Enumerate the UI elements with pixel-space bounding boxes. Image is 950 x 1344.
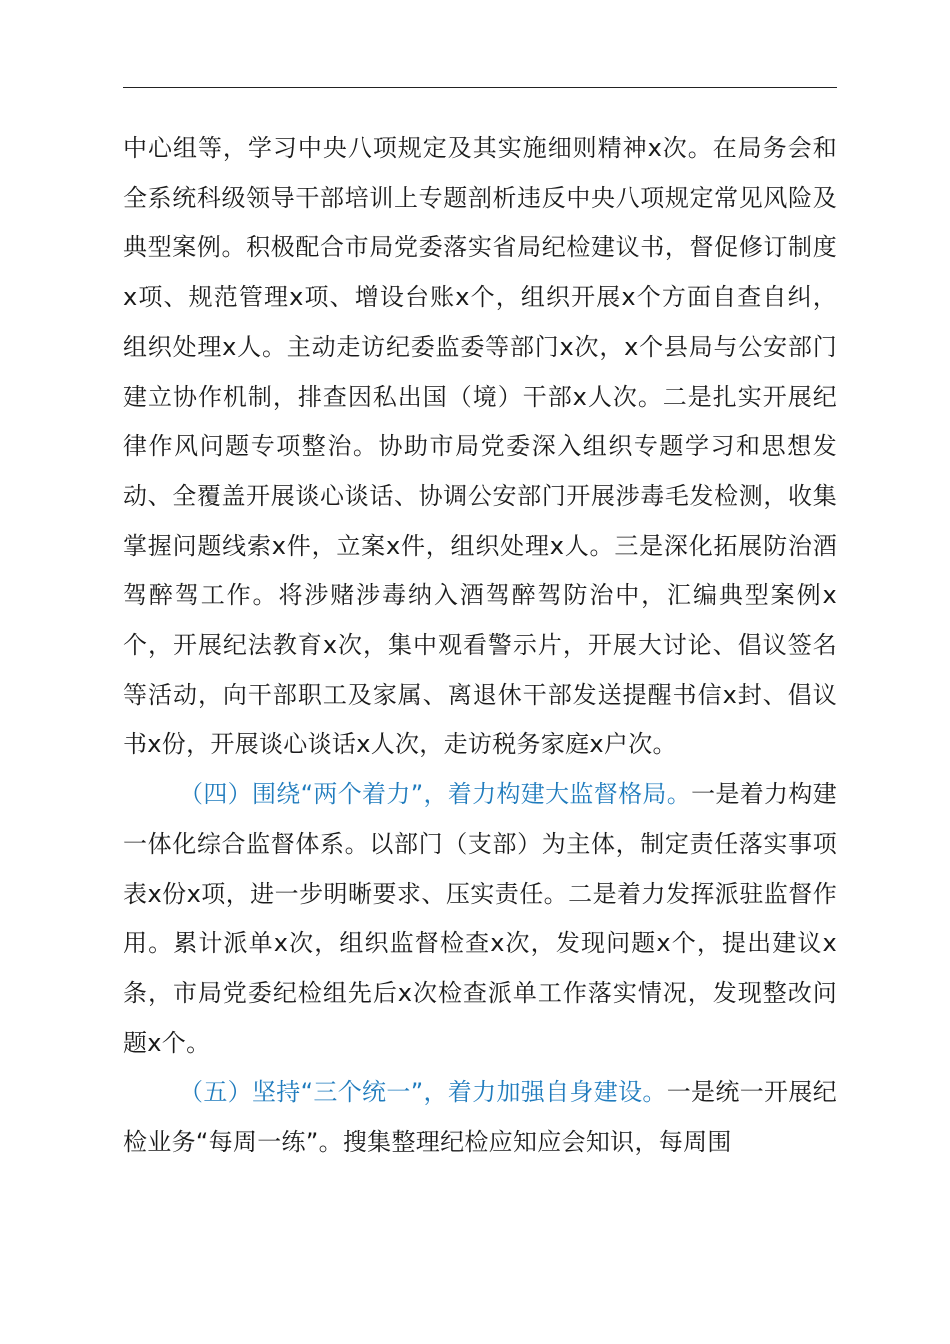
paragraph-section-4 <box>123 770 837 1068</box>
paragraph-text: 一是统一开展纪检业务“每周一练”。搜集整理纪检应知应会知识，每周围 <box>123 1078 837 1157</box>
section-heading: （五）坚持“三个统一”，着力加强自身建设。 <box>179 1078 667 1107</box>
paragraph-continued <box>123 124 837 770</box>
paragraph-section-5 <box>123 1068 837 1167</box>
paragraph-text: 一是着力构建一体化综合监督体系。以部门（支部）为主体，制定责任落实事项表x份x项，进一步明晰要求、压实责任。二是着力发挥派驻监督作用。累计派单x次，组织监督检查x次，发现问题x个，提出建议x条，市局党委纪检组先后x次检查派单工作落实情况，发现整改问题x个。 <box>123 780 837 1057</box>
document-body <box>123 124 837 1168</box>
section-heading: （四）围绕“两个着力”，着力构建大监督格局。 <box>179 780 692 809</box>
header-rule <box>123 87 837 88</box>
paragraph-text: 中心组等，学习中央八项规定及其实施细则精神x次。在局务会和全系统科级领导干部培训上专题剖析违反中央八项规定常见风险及典型案例。积极配合市局党委落实省局纪检建议书，督促修订制度x项、规范管理x项、增设台账x个，组织开展x个方面自查自纠，组织处理x人。主动走访纪委监委等部门x次，x个县局与公安部门建立协作机制，排查因私出国（境）干部x人次。二是扎实开展纪律作风问题专项整治。协助市局党委深入组织专题学习和思想发动、全覆盖开展谈心谈话、协调公安部门开展涉毒毛发检测，收集掌握问题线索x件，立案x件，组织处理x人。三是深化拓展防治酒驾醉驾工作。将涉赌涉毒纳入酒驾醉驾防治中，汇编典型案例x个，开展纪法教育x次，集中观看警示片，开展大讨论、倡议签名等活动，向干部职工及家属、离退休干部发送提醒书信x封、倡议书x份，开展谈心谈话x人次，走访税务家庭x户次。 <box>123 134 837 759</box>
